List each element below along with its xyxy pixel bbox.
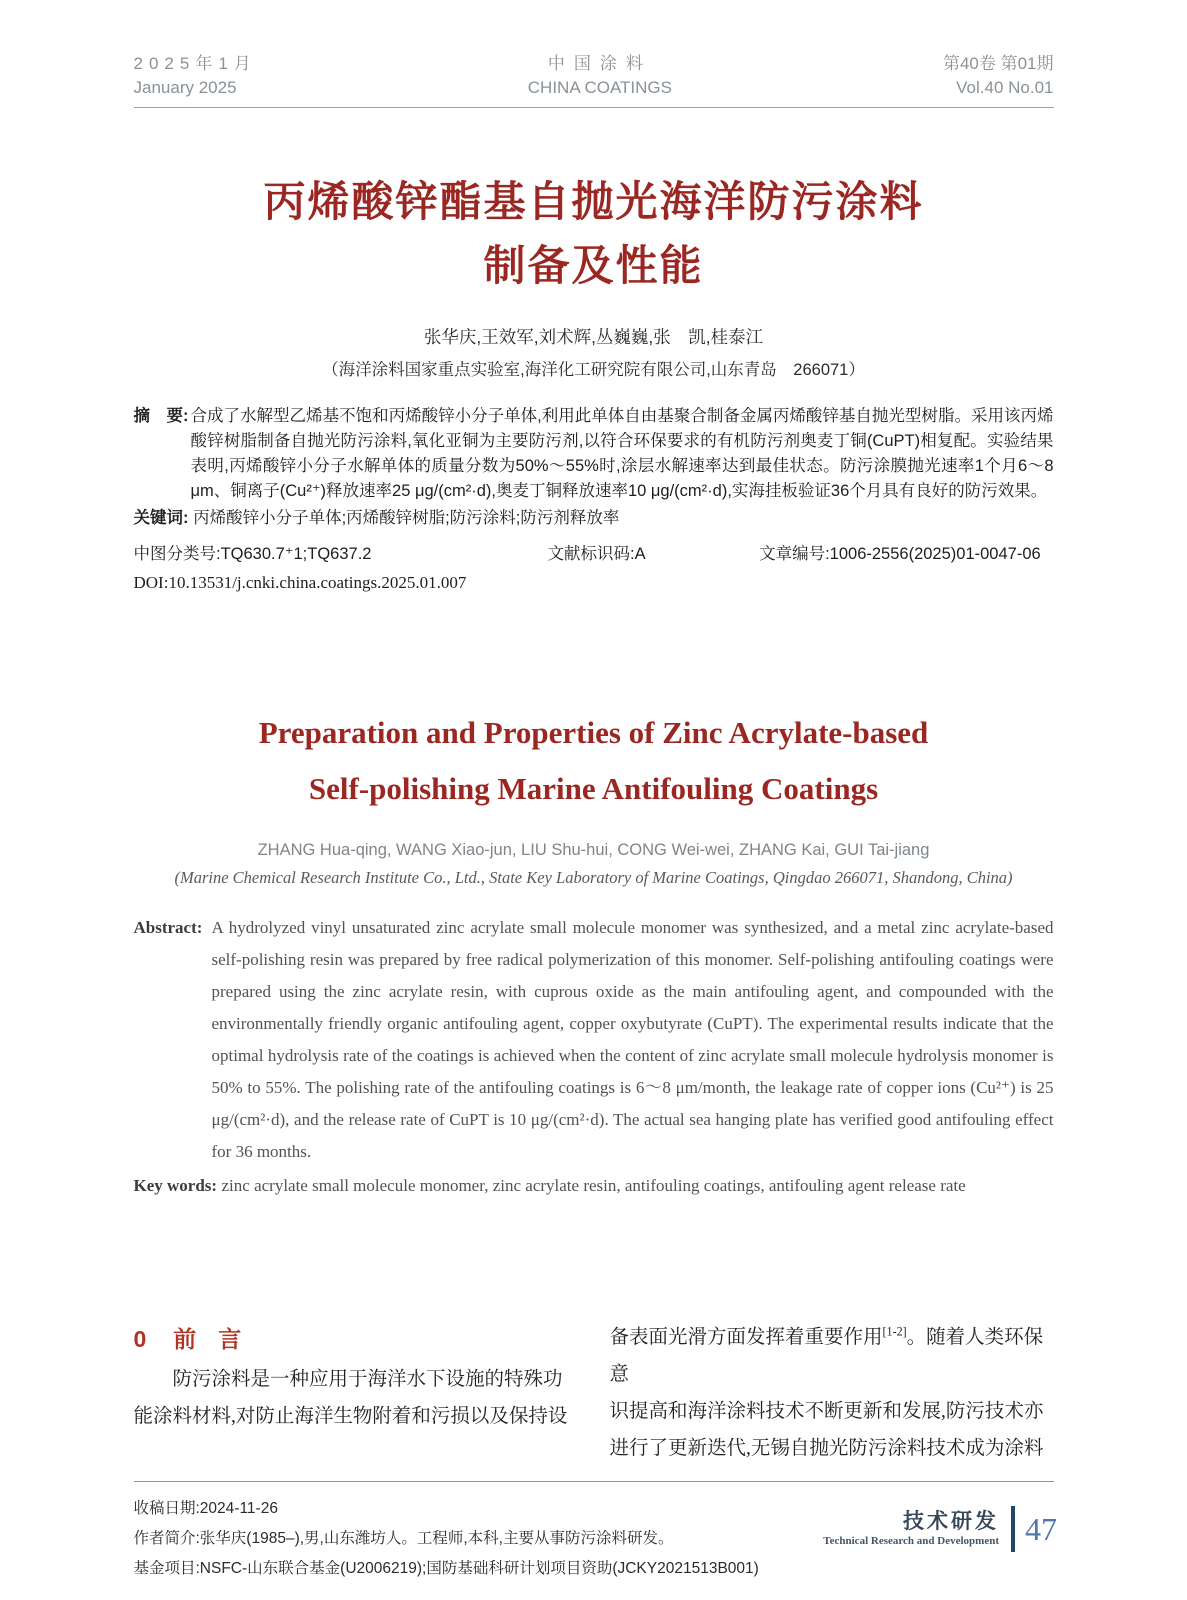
keywords-cn (134, 506, 1054, 531)
journal-header (134, 52, 1054, 108)
article-title-en (134, 705, 1054, 817)
intro-line: 防污涂料是一种应用于海洋水下设施的特殊功 (172, 1369, 563, 1390)
doi: DOI:10.13531/j.cnki.china.coatings.2025.01.007 (133, 573, 467, 592)
article-title-en-line1: Preparation and Properties of Zinc Acrylate-based (258, 715, 929, 750)
header-journal-en: CHINA COATINGS (527, 78, 672, 97)
article-title-cn-line1: 丙烯酸锌酯基自抛光海洋防污涂料 (263, 178, 924, 225)
category-cn: 技术研发 (903, 1509, 999, 1533)
header-date-cn: 2025年1月 (133, 54, 257, 73)
introduction-section (134, 1319, 1054, 1467)
affiliation-en: (Marine Chemical Research Institute Co., Ltd., State Key Laboratory of Marine Coatings, Qingdao 266071, Shandong, China) (174, 868, 1013, 887)
abstract-en-text: A hydrolyzed vinyl unsaturated zinc acrylate small molecule monomer was synthesized, and a metal zinc acrylate-based self-polishing resin was prepared by free radical polymerization of this monomer. Self-polishing antifouling coatings were prepared using the zinc acrylate resin, with cuprous oxide as the main antifouling agent, and compounded with the environmentally friendly organic antifouling agent, copper oxybutyrate (CuPT). The experimental results indicate that the optimal hydrolysis rate of the coatings is achieved when the content of zinc acrylate small molecule hydrolysis monomer is 50% to 55%. The polishing rate of the antifouling coatings is 6～8 μm/month, the leakage rate of copper ions (Cu²⁺) is 25 μg/(cm²·d), and the release rate of CuPT is 10 μg/(cm²·d). The actual sea hanging plate has verified good antifouling effect for 36 months. (211, 918, 1054, 1161)
header-issue-cn: 第40卷 第01期 (942, 54, 1054, 73)
authors-cn: 张华庆,王效军,刘术辉,丛巍巍,张 凯,桂泰江 (423, 327, 764, 347)
article-title-cn-line2: 制备及性能 (483, 242, 704, 289)
header-date (134, 52, 257, 100)
intro-column-right (610, 1319, 1054, 1467)
footer-divider-bar (1011, 1506, 1015, 1552)
intro-column-left (134, 1319, 578, 1467)
footnote-author-bio: 作者简介:张华庆(1985–),男,山东潍坊人。工程师,本科,主要从事防污涂料研发。 (133, 1530, 674, 1547)
keywords-en-text: zinc acrylate small molecule monomer, zinc acrylate resin, antifouling coatings, antifouling agent release rate (221, 1176, 966, 1195)
journal-page (134, 0, 1054, 1584)
keywords-en-label: Key words: (133, 1176, 218, 1195)
keywords-cn-label: 关键词: (133, 509, 189, 527)
intro-line: 能涂料材料,对防止海洋生物附着和污损以及保持设 (133, 1406, 568, 1427)
column-category (823, 1510, 999, 1549)
footnote-funding: 基金项目:NSFC-山东联合基金(U2006219);国防基础科研计划项目资助(JCKY2021513B001) (133, 1560, 759, 1577)
intro-line: 进行了更新迭代,无锡自抛光防污涂料技术成为涂料 (609, 1438, 1044, 1459)
section-heading (134, 1319, 578, 1359)
document-code: 文献标识码:A (547, 545, 646, 563)
article-title-en-line2: Self-polishing Marine Antifouling Coatings (308, 771, 879, 806)
abstract-cn (134, 404, 1054, 504)
article-number: 文章编号:1006-2556(2025)01-0047-06 (759, 545, 1041, 563)
keywords-cn-text: 丙烯酸锌小分子单体;丙烯酸锌树脂;防污涂料;防污剂释放率 (193, 509, 620, 527)
section-title: 前言 (173, 1326, 264, 1352)
abstract-cn-text: 合成了水解型乙烯基不饱和丙烯酸锌小分子单体,利用此单体自由基聚合制备金属丙烯酸锌基自抛光型树脂。采用该丙烯酸锌树脂制备自抛光防污涂料,氧化亚铜为主要防污剂,以符合环保要求的有机防污剂奥麦丁铜(CuPT)相复配。实验结果表明,丙烯酸锌小分子水解单体的质量分数为50%～55%时,涂层水解速率达到最佳状态。防污涂膜抛光速率1个月6～8 μm、铜离子(Cu²⁺)释放速率25 μg/(cm²·d),奥麦丁铜释放速率10 μg/(cm²·d),实海挂板验证36个月具有良好的防污效果。 (190, 407, 1054, 500)
intro-line: 识提高和海洋涂料技术不断更新和发展,防污技术亦 (609, 1401, 1044, 1422)
page-footer (823, 1506, 1057, 1552)
abstract-en-label: Abstract: (133, 918, 203, 937)
classification-row (134, 540, 1054, 564)
header-issue-en: Vol.40 No.01 (956, 78, 1054, 97)
citation-ref: [1-2] (882, 1324, 907, 1339)
clc-number: 中图分类号:TQ630.7⁺1;TQ637.2 (133, 545, 372, 563)
keywords-en (134, 1171, 1054, 1201)
header-issue (943, 52, 1054, 100)
abstract-en (134, 912, 1054, 1168)
header-date-en: January 2025 (133, 78, 237, 97)
article-title-cn (134, 170, 1054, 298)
footnote-received-date: 收稿日期:2024-11-26 (133, 1500, 278, 1517)
authors-en: ZHANG Hua-qing, WANG Xiao-jun, LIU Shu-hui, CONG Wei-wei, ZHANG Kai, GUI Tai-jiang (257, 841, 930, 859)
header-journal-cn: 中国涂料 (547, 54, 652, 73)
affiliation-cn: （海洋涂料国家重点实验室,海洋化工研究院有限公司,山东青岛 266071） (322, 361, 865, 379)
header-journal (528, 52, 672, 100)
abstract-cn-label: 摘 要: (133, 407, 189, 425)
category-en: Technical Research and Development (823, 1534, 999, 1547)
section-number: 0 (133, 1326, 148, 1352)
page-number: 47 (1025, 1510, 1057, 1547)
intro-line: 备表面光滑方面发挥着重要作用[1-2]。随着人类环保意 (609, 1324, 1044, 1385)
